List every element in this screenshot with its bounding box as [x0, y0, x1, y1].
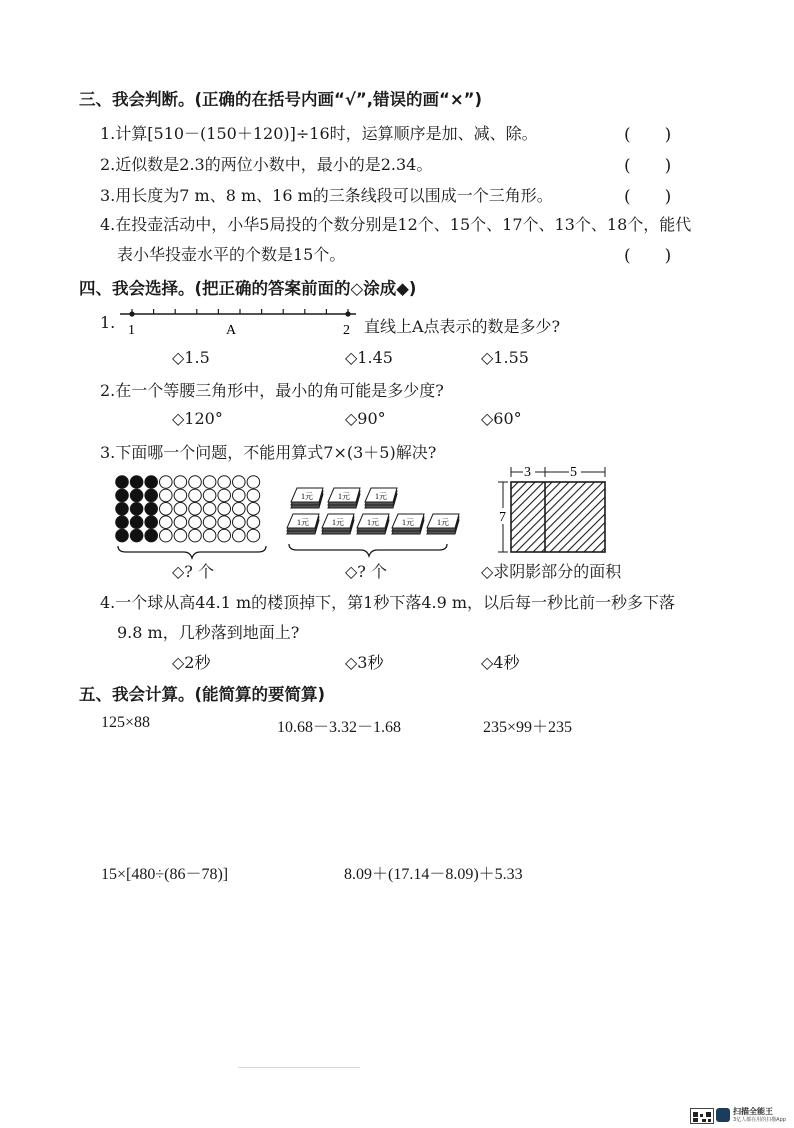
q2-option-a[interactable]: ◇120° — [172, 409, 223, 428]
choice-q4-text-cont: 9.8 m，几秒落到地面上? — [117, 623, 300, 642]
empty-circle — [218, 529, 231, 542]
filled-circle — [145, 516, 158, 529]
judge-item-4-cont: 表小华投壶水平的个数是15个。 — [117, 245, 346, 264]
dim-label-3: 3 — [524, 465, 531, 480]
q3-option-b[interactable]: ◇? 个 — [345, 562, 387, 581]
judge-item-3: 3.用长度为7 m、8 m、16 m的三条线段可以围成一个三角形。 — [100, 186, 553, 205]
money-note-label: 1元 — [375, 492, 387, 501]
filled-circle — [130, 529, 143, 542]
judge-item-2: 2.近似数是2.3的两位小数中，最小的是2.34。 — [100, 155, 433, 174]
empty-circle — [160, 529, 173, 542]
scan-artifact-line — [238, 1067, 360, 1068]
calc-item-3: 235×99＋235 — [483, 719, 573, 736]
filled-circle — [116, 476, 129, 489]
filled-circle — [130, 503, 143, 516]
number-line-ticks — [132, 309, 348, 314]
empty-circle — [233, 489, 246, 502]
calc-item-2: 10.68－3.32－1.68 — [277, 719, 402, 736]
empty-circle — [203, 503, 216, 516]
empty-circle — [233, 476, 246, 489]
scanner-app-tagline: 3亿人都在用的扫描App — [733, 1117, 786, 1123]
judge-item-4: 4.在投壶活动中，小华5局投的个数分别是12个、15个、17个、13个、18个，能代 — [100, 215, 692, 234]
empty-circle — [218, 489, 231, 502]
empty-circle — [174, 516, 187, 529]
money-notes-brace — [289, 544, 447, 556]
empty-circle — [189, 516, 202, 529]
answer-paren-1[interactable]: ( ) — [624, 125, 672, 145]
money-note-label: 1元 — [338, 492, 350, 501]
empty-circle — [160, 516, 173, 529]
qr-code-icon — [690, 1108, 714, 1124]
empty-circle — [174, 503, 187, 516]
empty-circle — [233, 529, 246, 542]
empty-circle — [247, 503, 260, 516]
q2-option-c[interactable]: ◇60° — [481, 409, 522, 428]
filled-circle — [130, 516, 143, 529]
shaded-rectangle — [511, 482, 605, 552]
choice-q1-number: 1. — [100, 313, 116, 332]
q4-option-c[interactable]: ◇4秒 — [481, 653, 520, 672]
empty-circle — [247, 516, 260, 529]
money-notes-figure — [285, 478, 460, 564]
q4-option-b[interactable]: ◇3秒 — [345, 653, 384, 672]
money-note-label: 1元 — [437, 518, 449, 527]
empty-circle — [174, 489, 187, 502]
money-note-label: 1元 — [301, 492, 313, 501]
dim-label-5: 5 — [570, 465, 577, 480]
answer-paren-4[interactable]: ( ) — [624, 246, 672, 266]
money-note-label: 1元 — [402, 518, 414, 527]
scanner-app-logo-icon — [716, 1108, 730, 1122]
section5-heading: 五、我会计算。(能简算的要简算) — [79, 685, 326, 704]
calc-item-1: 125×88 — [101, 714, 151, 731]
filled-circle — [130, 489, 143, 502]
q2-option-b[interactable]: ◇90° — [345, 409, 386, 428]
filled-circle — [130, 476, 143, 489]
empty-circle — [203, 489, 216, 502]
answer-paren-3[interactable]: ( ) — [624, 187, 672, 207]
empty-circle — [218, 503, 231, 516]
choice-q2-text: 2.在一个等腰三角形中，最小的角可能是多少度? — [100, 381, 444, 400]
empty-circle — [218, 516, 231, 529]
empty-circle — [189, 489, 202, 502]
empty-circle — [189, 476, 202, 489]
empty-circle — [247, 476, 260, 489]
empty-circle — [174, 476, 187, 489]
dim-label-7: 7 — [499, 510, 506, 525]
q3-option-c[interactable]: ◇求阴影部分的面积 — [481, 562, 622, 581]
judge-item-1: 1.计算[510－(150＋120)]÷16时，运算顺序是加、减、除。 — [100, 124, 538, 143]
filled-circle — [145, 529, 158, 542]
money-notes — [287, 488, 459, 534]
number-line-figure — [118, 302, 358, 344]
calc-item-4: 15×[480÷(86－78)] — [101, 866, 229, 883]
filled-circle — [116, 489, 129, 502]
choice-q1-text: 直线上A点表示的数是多少? — [364, 317, 561, 336]
scanner-app-name: 扫描全能王 — [733, 1107, 773, 1116]
tick-label-1: 1 — [128, 323, 135, 338]
circle-grid-figure — [114, 474, 274, 564]
empty-circle — [233, 503, 246, 516]
empty-circle — [174, 529, 187, 542]
q3-option-a[interactable]: ◇? 个 — [172, 562, 214, 581]
choice-q4-text: 4.一个球从高44.1 m的楼顶掉下，第1秒下落4.9 m，以后每一秒比前一秒多下落 — [100, 593, 676, 612]
empty-circle — [218, 476, 231, 489]
empty-circle — [160, 476, 173, 489]
section4-heading: 四、我会选择。(把正确的答案前面的◇涂成◆) — [79, 279, 417, 298]
point-2-dot — [345, 311, 350, 316]
point-1-dot — [129, 311, 134, 316]
tick-label-a: A — [226, 323, 237, 338]
filled-circle — [145, 503, 158, 516]
q1-option-c[interactable]: ◇1.55 — [481, 348, 529, 367]
empty-circle — [203, 529, 216, 542]
money-note-label: 1元 — [332, 518, 344, 527]
empty-circle — [189, 503, 202, 516]
tick-label-2: 2 — [343, 323, 350, 338]
empty-circle — [189, 529, 202, 542]
q1-option-a[interactable]: ◇1.5 — [172, 348, 210, 367]
section3-heading: 三、我会判断。(正确的在括号内画“√”,错误的画“×”) — [79, 90, 483, 109]
circle-grid-brace — [118, 546, 266, 558]
rectangle-figure — [495, 462, 615, 558]
circle-grid — [116, 476, 260, 542]
calc-item-5: 8.09＋(17.14－8.09)＋5.33 — [344, 866, 523, 883]
money-note-label: 1元 — [367, 518, 379, 527]
q1-option-b[interactable]: ◇1.45 — [345, 348, 393, 367]
q4-option-a[interactable]: ◇2秒 — [172, 653, 211, 672]
filled-circle — [116, 516, 129, 529]
empty-circle — [247, 529, 260, 542]
empty-circle — [203, 516, 216, 529]
filled-circle — [145, 489, 158, 502]
empty-circle — [160, 503, 173, 516]
empty-circle — [160, 489, 173, 502]
filled-circle — [116, 529, 129, 542]
money-note-label: 1元 — [297, 518, 309, 527]
answer-paren-2[interactable]: ( ) — [624, 156, 672, 176]
filled-circle — [145, 476, 158, 489]
filled-circle — [116, 503, 129, 516]
empty-circle — [203, 476, 216, 489]
empty-circle — [233, 516, 246, 529]
empty-circle — [247, 489, 260, 502]
choice-q3-text: 3.下面哪一个问题，不能用算式7×(3＋5)解决? — [100, 443, 437, 462]
